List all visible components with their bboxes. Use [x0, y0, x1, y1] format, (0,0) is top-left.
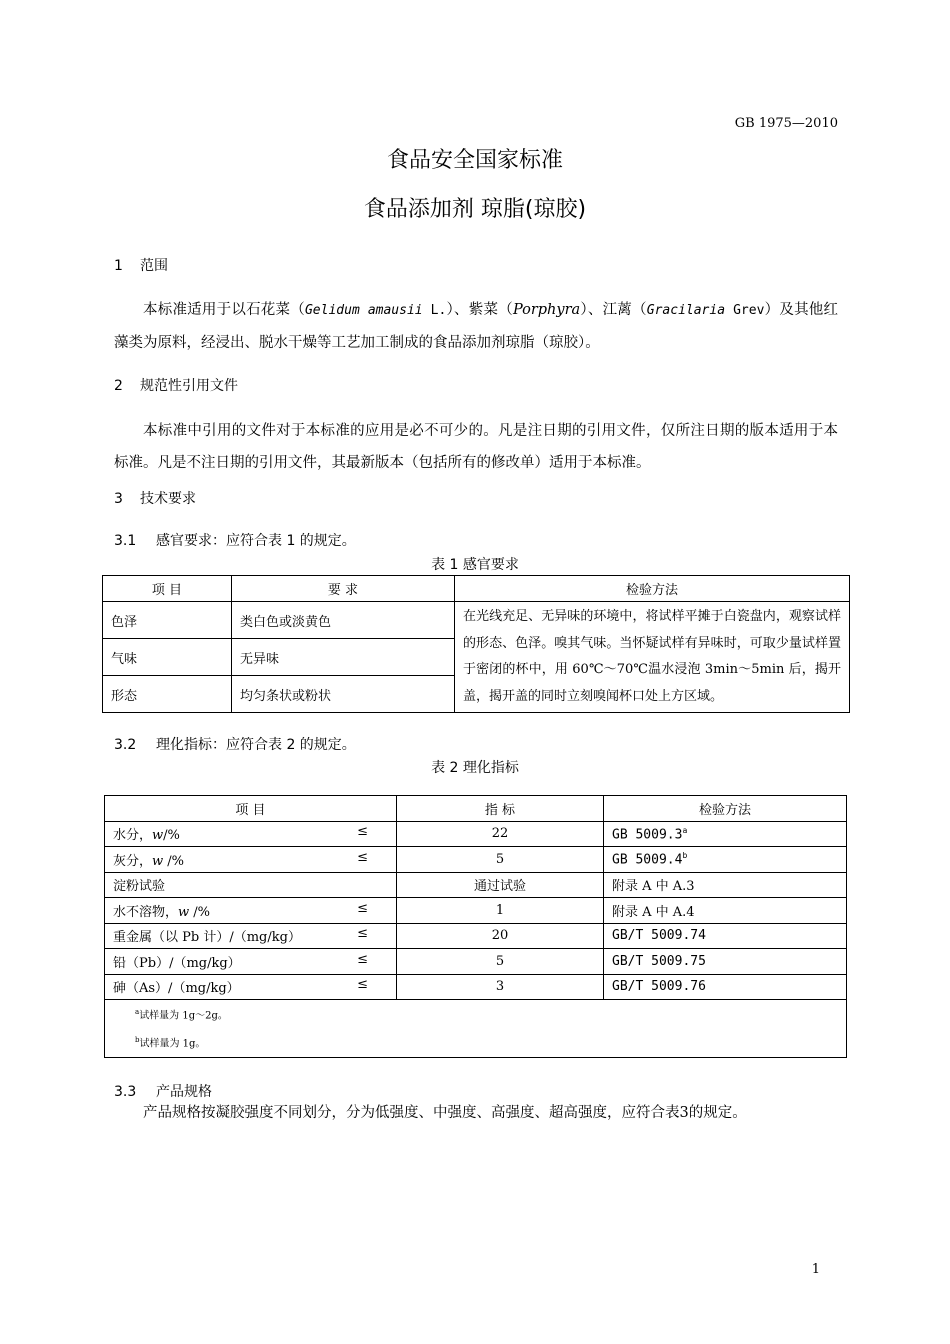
column-header: 项 目 [103, 576, 232, 602]
table-2-physicochemical [104, 795, 847, 1058]
table-cell-value: 5 [397, 949, 604, 975]
table-row [105, 898, 847, 924]
table-cell-requirement: 类白色或淡黄色 [232, 602, 455, 639]
table-row [103, 602, 850, 639]
section-heading-3-1 [114, 530, 356, 550]
table-row [105, 872, 847, 898]
table-cell-method: GB/T 5009.74 [604, 923, 847, 949]
table-cell-item: 灰分，w /% ≤ [105, 847, 397, 873]
table-note: $^a$试样量为 1g～2g。 [135, 1008, 228, 1022]
leq-symbol: ≤ [357, 926, 368, 942]
page-number: 1 [811, 1262, 820, 1277]
table-cell-value: 1 [397, 898, 604, 924]
page-title: 食品安全国家标准 [386, 148, 563, 173]
table-2-caption: 表 2 理化指标 [431, 760, 519, 776]
section-title: 范围 [140, 258, 168, 274]
section-number: 3 [114, 491, 123, 507]
section-3-3-paragraph: 产品规格按凝胶强度不同划分，分为低强度、中强度、高强度、超高强度，应符合表3的规定。 [143, 1105, 747, 1121]
species-gelidum: Gelidum amausii [304, 303, 423, 318]
table-cell-requirement: 无异味 [232, 639, 455, 676]
table-header-row [103, 576, 850, 602]
table-cell-method: 在光线充足、无异味的环境中，将试样平摊于白瓷盘内，观察试样的形态、色泽。嗅其气味。当怀疑试样有异味时，可取少量试样置于密闭的杯中，用 60℃～70℃温水浸泡 3min～5min 后，揭开盖，揭开盖的同时立刻嗅闻杯口处上方区域。 [455, 602, 850, 713]
species-gracilaria: Gracilaria [646, 303, 726, 318]
table-cell-item: 重金属（以 Pb 计）/（mg/kg） ≤ [105, 923, 397, 949]
section-title: 产品规格 [156, 1084, 212, 1100]
section-title: 技术要求 [140, 491, 196, 507]
section-number: 3.2 [114, 737, 137, 753]
section-title: 理化指标：应符合表 2 的规定。 [156, 737, 356, 753]
table-notes-row [105, 1000, 847, 1058]
table-note: $^b$试样量为 1g。 [135, 1036, 206, 1050]
table-row [105, 923, 847, 949]
section-heading-2 [114, 375, 238, 395]
section-title: 规范性引用文件 [140, 378, 238, 394]
column-header: 项 目 [105, 796, 397, 822]
column-header: 指 标 [397, 796, 604, 822]
table-cell-item: 气味 [103, 639, 232, 676]
table-cell-item: 形态 [103, 676, 232, 713]
section-number: 3.1 [114, 533, 137, 549]
table-cell-item: 铅（Pb）/（mg/kg） ≤ [105, 949, 397, 975]
leq-symbol: ≤ [357, 824, 368, 840]
table-cell-method: GB/T 5009.75 [604, 949, 847, 975]
leq-symbol: ≤ [357, 977, 368, 993]
table-cell-value: 3 [397, 974, 604, 1000]
standard-code: GB 1975—2010 [734, 116, 838, 131]
table-cell-value: 5 [397, 847, 604, 873]
column-header: 检验方法 [604, 796, 847, 822]
table-cell-item: 色泽 [103, 602, 232, 639]
table-cell-method: GB 5009.4$^b$ [604, 847, 847, 873]
section-number: 1 [114, 258, 123, 274]
table-cell-value: 20 [397, 923, 604, 949]
section-heading-3 [114, 488, 196, 508]
table-1-sensory [102, 575, 850, 713]
section-1-paragraph: 本标准适用于以石花菜（Gelidum amausii L.）、紫菜（Porphyra）、江蓠（Gracilaria Grev）及其他红藻类为原料，经浸出、脱水干燥等工艺加工制成的食品添加剂琼脂（琼胶）。 [114, 302, 839, 351]
table-cell-item: 水不溶物，w /% ≤ [105, 898, 397, 924]
table-cell-method: GB/T 5009.76 [604, 974, 847, 1000]
table-notes [105, 1000, 847, 1058]
page-subtitle: 食品添加剂 琼脂(琼胶) [363, 197, 587, 222]
table-1-caption: 表 1 感官要求 [431, 557, 519, 573]
section-2-paragraph: 本标准中引用的文件对于本标准的应用是必不可少的。凡是注日期的引用文件，仅所注日期的版本适用于本标准。凡是不注日期的引用文件，其最新版本（包括所有的修改单）适用于本标准。 [114, 423, 838, 471]
table-row [105, 949, 847, 975]
table-cell-item: 水分，w/% ≤ [105, 821, 397, 847]
table-row [105, 821, 847, 847]
section-number: 2 [114, 378, 123, 394]
section-number: 3.3 [114, 1084, 137, 1100]
table-cell-method: GB 5009.3$^a$ [604, 821, 847, 847]
table-header-row [105, 796, 847, 822]
section-title: 感官要求：应符合表 1 的规定。 [156, 533, 356, 549]
table-cell-item: 砷（As）/（mg/kg） ≤ [105, 974, 397, 1000]
section-heading-1 [114, 255, 168, 275]
leq-symbol: ≤ [357, 951, 368, 967]
leq-symbol: ≤ [357, 849, 368, 865]
column-header: 检验方法 [455, 576, 850, 602]
table-row [105, 847, 847, 873]
table-cell-value: 22 [397, 821, 604, 847]
table-cell-method: 附录 A 中 A.4 [604, 898, 847, 924]
table-cell-method: 附录 A 中 A.3 [604, 872, 847, 898]
table-row [105, 974, 847, 1000]
table-cell-item: 淀粉试验 [105, 872, 397, 898]
leq-symbol: ≤ [357, 900, 368, 916]
column-header: 要 求 [232, 576, 455, 602]
section-heading-3-2 [114, 734, 356, 754]
table-cell-requirement: 均匀条状或粉状 [232, 676, 455, 713]
species-porphyra: Porphyra [512, 302, 581, 318]
table-cell-value: 通过试验 [397, 872, 604, 898]
